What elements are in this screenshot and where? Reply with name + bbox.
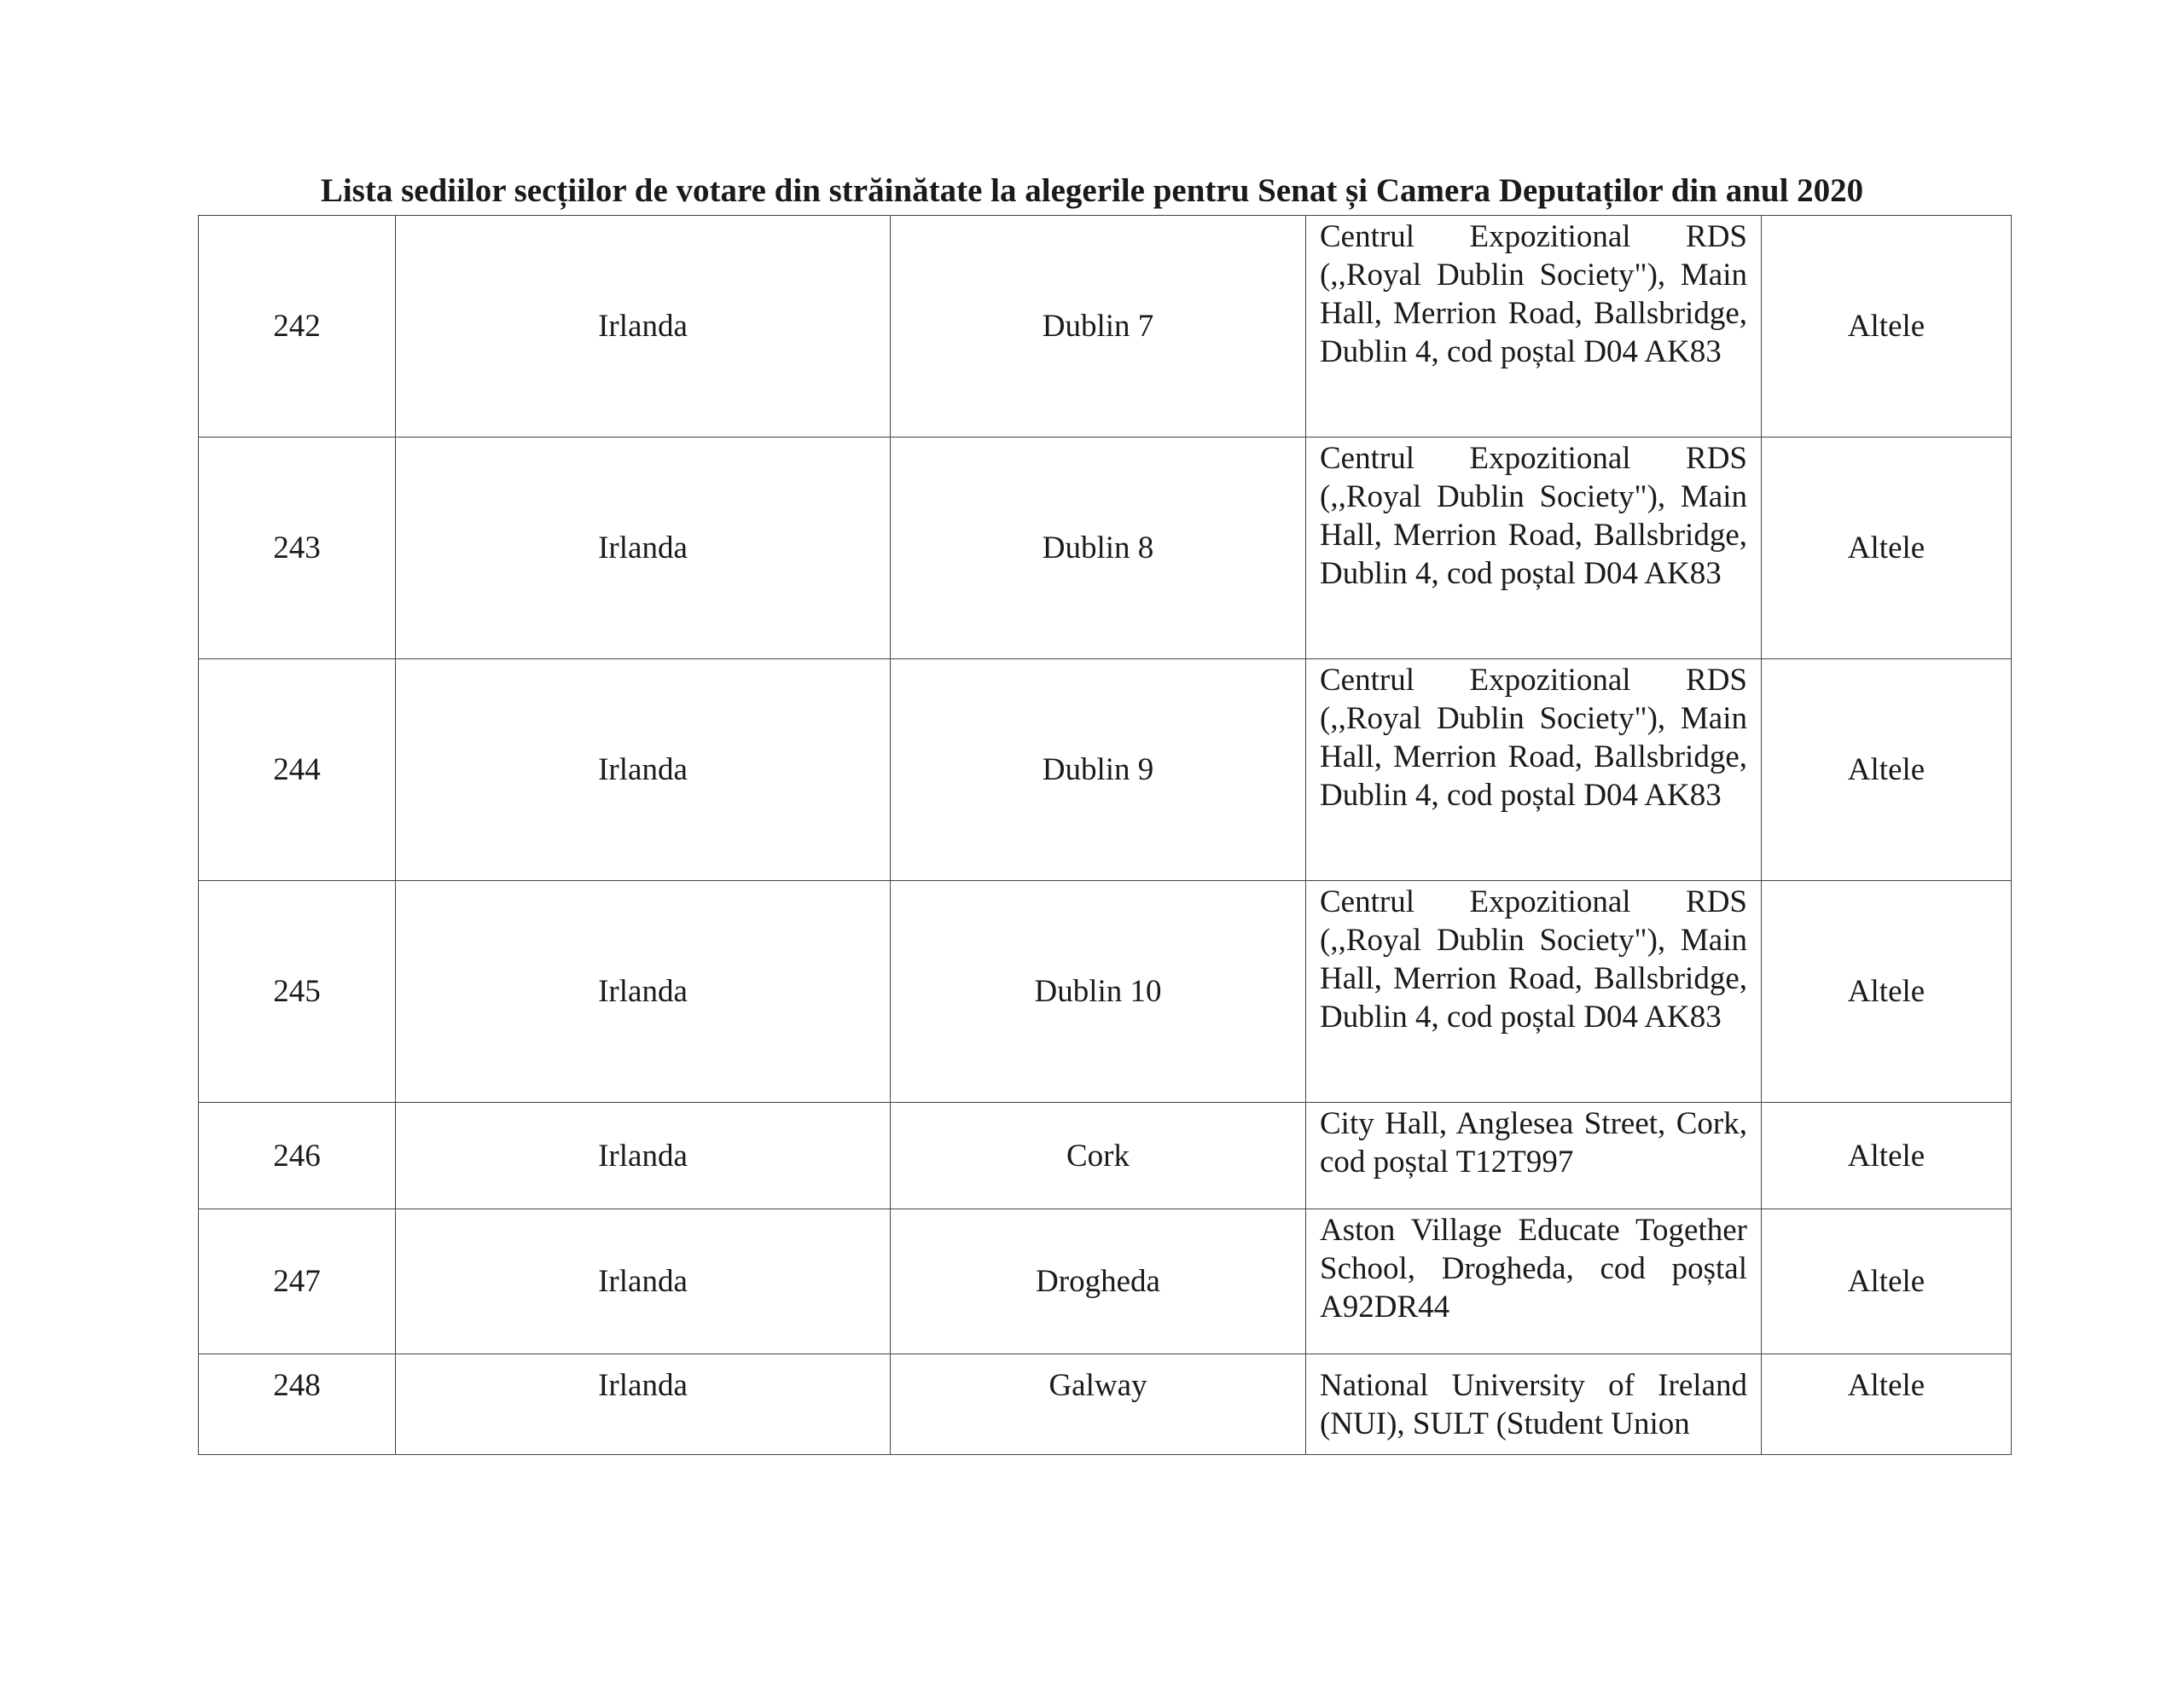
country-cell: Irlanda xyxy=(396,1209,891,1354)
country-cell: Irlanda xyxy=(396,1354,891,1455)
section-number: 248 xyxy=(199,1354,396,1455)
locality-cell: Dublin 9 xyxy=(891,659,1306,881)
table-row xyxy=(199,1354,2012,1455)
table-row xyxy=(199,1103,2012,1209)
address-cell: National University of Ireland (NUI), SULT (Student Union xyxy=(1306,1354,1762,1455)
locality-cell: Dublin 7 xyxy=(891,216,1306,438)
type-cell: Altele xyxy=(1762,1354,2012,1455)
locality-cell: Dublin 10 xyxy=(891,881,1306,1103)
locality-cell: Cork xyxy=(891,1103,1306,1209)
section-number: 244 xyxy=(199,659,396,881)
locality-cell: Galway xyxy=(891,1354,1306,1455)
table-row xyxy=(199,216,2012,438)
type-cell: Altele xyxy=(1762,438,2012,659)
address-cell: Aston Village Educate Together School, Drogheda, cod poștal A92DR44 xyxy=(1306,1209,1762,1354)
section-number: 245 xyxy=(199,881,396,1103)
country-cell: Irlanda xyxy=(396,216,891,438)
country-cell: Irlanda xyxy=(396,881,891,1103)
address-cell: Centrul Expozitional RDS (,,Royal Dublin Society"), Main Hall, Merrion Road, Ballsbridge, Dublin 4, cod poștal D04 AK83 xyxy=(1306,216,1762,438)
document-title: Lista sediilor secțiilor de votare din străinătate la alegerile pentru Senat și Camera Deputaților din anul 2020 xyxy=(320,172,1864,209)
address-cell: Centrul Expozitional RDS (,,Royal Dublin Society"), Main Hall, Merrion Road, Ballsbridge, Dublin 4, cod poștal D04 AK83 xyxy=(1306,659,1762,881)
locality-cell: Dublin 8 xyxy=(891,438,1306,659)
address-cell: Centrul Expozitional RDS (,,Royal Dublin Society"), Main Hall, Merrion Road, Ballsbridge, Dublin 4, cod poștal D04 AK83 xyxy=(1306,881,1762,1103)
section-number: 247 xyxy=(199,1209,396,1354)
table-row xyxy=(199,659,2012,881)
country-cell: Irlanda xyxy=(396,1103,891,1209)
type-cell: Altele xyxy=(1762,1103,2012,1209)
section-number: 243 xyxy=(199,438,396,659)
section-number: 246 xyxy=(199,1103,396,1209)
address-cell: Centrul Expozitional RDS (,,Royal Dublin Society"), Main Hall, Merrion Road, Ballsbridge, Dublin 4, cod poștal D04 AK83 xyxy=(1306,438,1762,659)
country-cell: Irlanda xyxy=(396,659,891,881)
table-row xyxy=(199,438,2012,659)
address-cell: City Hall, Anglesea Street, Cork, cod poștal T12T997 xyxy=(1306,1103,1762,1209)
country-cell: Irlanda xyxy=(396,438,891,659)
table-row xyxy=(199,881,2012,1103)
type-cell: Altele xyxy=(1762,659,2012,881)
type-cell: Altele xyxy=(1762,216,2012,438)
polling-stations-table xyxy=(198,215,2012,1455)
section-number: 242 xyxy=(199,216,396,438)
type-cell: Altele xyxy=(1762,1209,2012,1354)
locality-cell: Drogheda xyxy=(891,1209,1306,1354)
type-cell: Altele xyxy=(1762,881,2012,1103)
table-row xyxy=(199,1209,2012,1354)
